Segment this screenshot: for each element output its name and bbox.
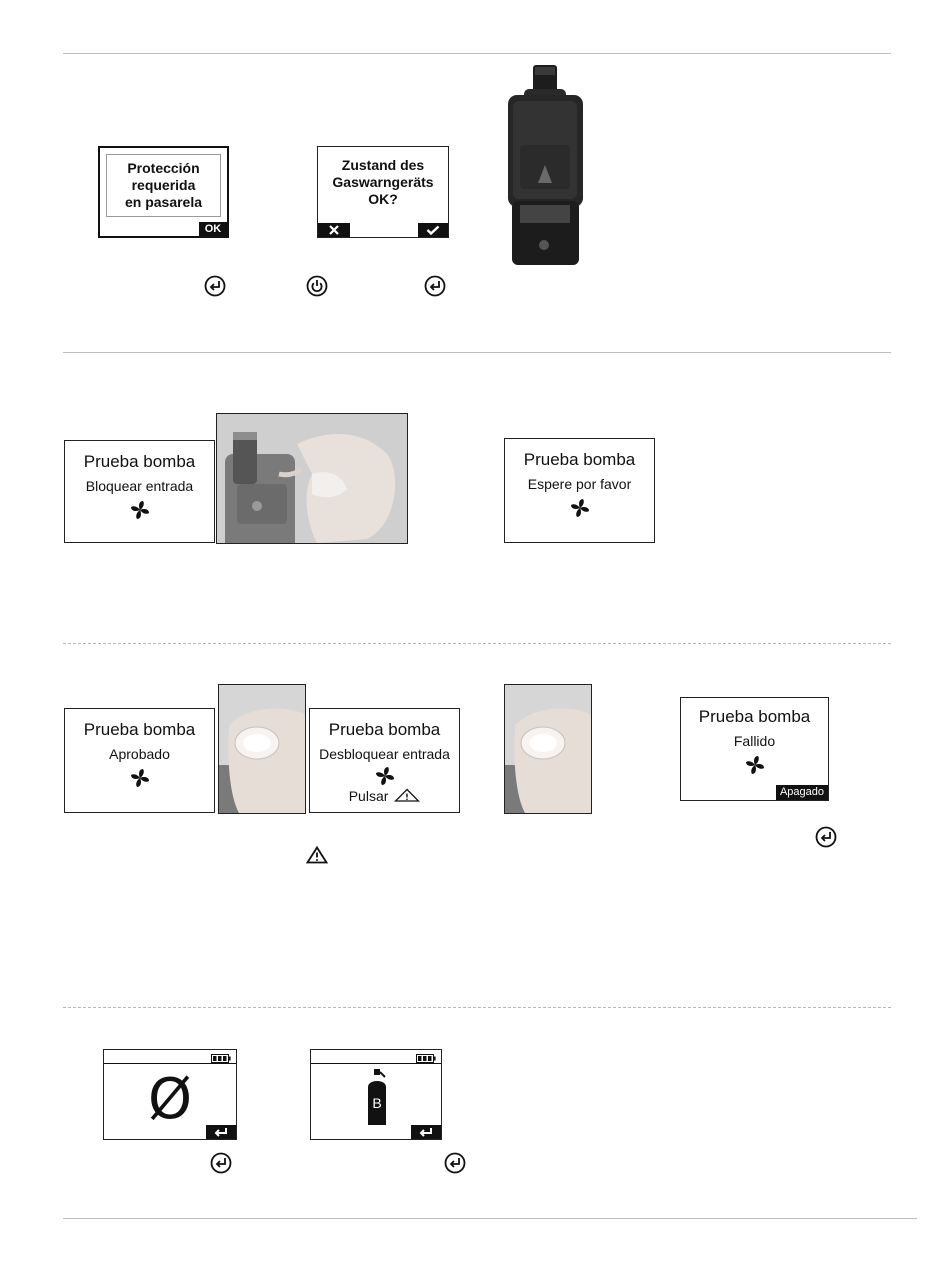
- display-device-ok-question: [317, 146, 449, 238]
- section-divider: [63, 53, 891, 54]
- display-title: Prueba bomba: [83, 720, 196, 739]
- thumb-releasing-inlet-photo: [218, 684, 306, 814]
- softkey-confirm: [418, 223, 448, 237]
- display-title: Prueba bomba: [328, 720, 441, 739]
- display-line: Gaswarngeräts: [332, 174, 434, 190]
- display-message: Desbloquear entrada: [319, 746, 450, 762]
- softkey-off: Apagado: [776, 785, 828, 800]
- x-icon: [328, 225, 340, 235]
- section-divider: [63, 643, 891, 644]
- display-prompt: Pulsar: [348, 788, 389, 804]
- display-span-calibration: [310, 1049, 442, 1140]
- thumb-blocking-inlet-photo: [216, 413, 408, 544]
- return-icon: [213, 1127, 229, 1137]
- power-key-icon: [306, 275, 328, 297]
- display-title: Prueba bomba: [83, 452, 196, 471]
- display-gateway-protection: [98, 146, 229, 238]
- display-line: Zustand des: [341, 157, 425, 173]
- display-pump-test-failed: [680, 697, 829, 801]
- display-pump-test-passed: [64, 708, 215, 813]
- enter-key-icon: [210, 1152, 232, 1174]
- gas-detector-device-photo: [508, 65, 583, 265]
- battery-icon: [416, 1054, 436, 1063]
- softkey-return: [206, 1125, 236, 1139]
- display-line: Protección: [127, 160, 200, 176]
- enter-key-icon: [424, 275, 446, 297]
- display-pump-test-wait: [504, 438, 655, 543]
- pump-fan-icon: [129, 767, 151, 789]
- check-icon: [426, 225, 440, 235]
- display-zero-calibration: [103, 1049, 237, 1140]
- display-message: Bloquear entrada: [85, 478, 194, 494]
- display-message: Aprobado: [109, 746, 170, 762]
- softkey-return: [411, 1125, 441, 1139]
- warning-key-icon: [306, 846, 328, 864]
- softkey-ok: OK: [199, 222, 227, 236]
- display-message: Espere por favor: [527, 476, 632, 492]
- warning-icon: [394, 788, 420, 802]
- section-divider: [63, 1007, 891, 1008]
- pump-fan-icon: [129, 499, 151, 521]
- display-line: requerida: [131, 177, 196, 193]
- enter-key-icon: [204, 275, 226, 297]
- softkey-cancel: [318, 223, 350, 237]
- cylinder-label: B: [372, 1095, 382, 1111]
- enter-key-icon: [815, 826, 837, 848]
- return-icon: [418, 1127, 434, 1137]
- pump-fan-icon: [374, 765, 396, 787]
- battery-icon: [211, 1054, 231, 1063]
- section-divider: [63, 1218, 917, 1219]
- display-title: Prueba bomba: [523, 450, 636, 469]
- enter-key-icon: [444, 1152, 466, 1174]
- display-title: Prueba bomba: [698, 707, 811, 726]
- display-line: en pasarela: [124, 194, 203, 210]
- display-message: Fallido: [733, 733, 776, 749]
- section-divider: [63, 352, 891, 353]
- thumb-releasing-inlet-photo: [504, 684, 592, 814]
- gas-cylinder-icon: [364, 1069, 390, 1127]
- pump-fan-icon: [744, 754, 766, 776]
- display-pump-test-unblock: [309, 708, 460, 813]
- display-line: OK?: [368, 191, 398, 207]
- display-pump-test-block: [64, 440, 215, 543]
- pump-fan-icon: [569, 497, 591, 519]
- zero-symbol: Ø: [147, 1067, 193, 1132]
